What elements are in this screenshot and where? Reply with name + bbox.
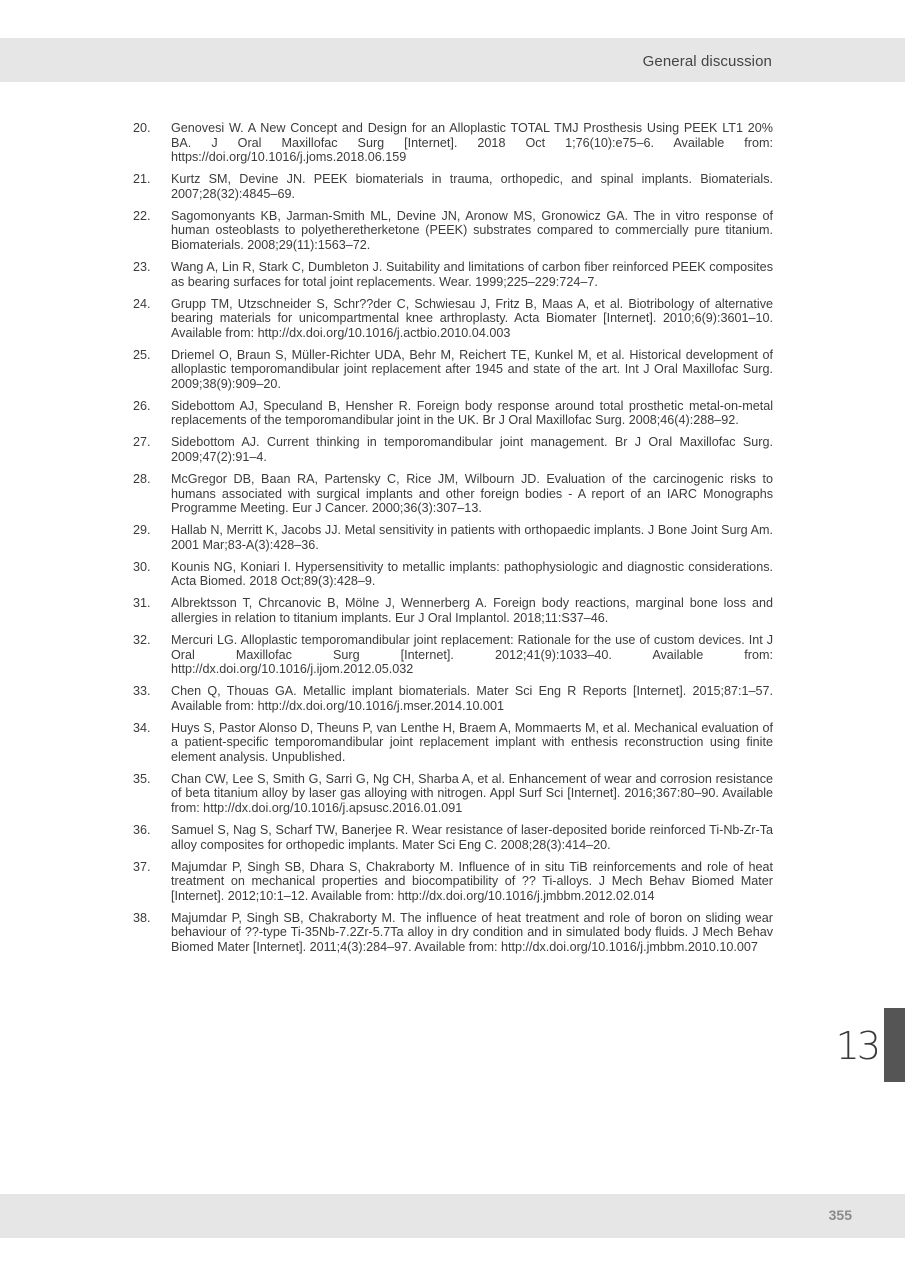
reference-number: 30. bbox=[133, 559, 151, 574]
reference-item bbox=[133, 435, 773, 464]
reference-text: McGregor DB, Baan RA, Partensky C, Rice JM, Wilbourn JD. Evaluation of the carcinogenic risks to humans associated with surgical implants and other foreign bodies - A report of an IARC Monographs Programme Meeting. Eur J Cancer. 2000;36(3):307–13. bbox=[171, 472, 773, 516]
reference-item bbox=[133, 633, 773, 677]
page-number: 355 bbox=[828, 1207, 852, 1223]
reference-text: Majumdar P, Singh SB, Dhara S, Chakraborty M. Influence of in situ TiB reinforcements and role of heat treatment on mechanical properties and biocompatibility of ?? Ti-alloys. J Mech Behav Biomed Mater [Internet]. 2012;10:1–12. Available from: http://dx.doi.org/10.1016/j.jmbbm.2012.02.014 bbox=[171, 859, 773, 903]
reference-item bbox=[133, 772, 773, 816]
reference-text: Kurtz SM, Devine JN. PEEK biomaterials in trauma, orthopedic, and spinal implants. Biomaterials. 2007;28(32):4845–69. bbox=[171, 172, 773, 201]
reference-number: 36. bbox=[133, 823, 151, 837]
reference-number: 33. bbox=[133, 684, 151, 699]
reference-text: Driemel O, Braun S, Müller-Richter UDA, Behr M, Reichert TE, Kunkel M, et al. Historical development of alloplastic temporomandibular joint replacement after 1945 and state of the art. Int J Oral Maxillofac Surg. 2009;38(9):909–20. bbox=[171, 347, 773, 391]
reference-text: Sagomonyants KB, Jarman-Smith ML, Devine JN, Aronow MS, Gronowicz GA. The in vitro response of human osteoblasts to polyetheretherketone (PEEK) substrates compared to commercially pure titanium. Biomaterials. 2008;29(11):1563–72. bbox=[171, 208, 773, 252]
reference-number: 21. bbox=[133, 172, 151, 187]
reference-item bbox=[133, 911, 773, 955]
reference-item bbox=[133, 260, 773, 289]
reference-number: 27. bbox=[133, 435, 151, 450]
reference-text: Majumdar P, Singh SB, Chakraborty M. The influence of heat treatment and role of boron on sliding wear behaviour of ??-type Ti-35Nb-7.2Zr-5.7Ta alloy in dry condition and in simulated body fluids. J Mech Behav Biomed Mater [Internet]. 2011;4(3):284–97. Available from: http://dx.doi.org/10.1016/j.jmbbm.2010.10.007 bbox=[171, 910, 773, 954]
reference-text: Sidebottom AJ. Current thinking in temporomandibular joint management. Br J Oral Maxillofac Surg. 2009;47(2):91–4. bbox=[171, 435, 773, 465]
reference-text: Mercuri LG. Alloplastic temporomandibular joint replacement: Rationale for the use of custom devices. Int J Oral Maxillofac Surg [Internet]. 2012;41(9):1033–40. Available from: http://dx.doi.org/10.1016/j.ijom.2012.05.032 bbox=[171, 632, 773, 677]
reference-list bbox=[133, 121, 773, 962]
reference-text: Albrektsson T, Chrcanovic B, Mölne J, Wennerberg A. Foreign body reactions, marginal bone loss and allergies in relation to titanium implants. Eur J Oral Implantol. 2018;11:S37–46. bbox=[171, 596, 773, 625]
reference-number: 23. bbox=[133, 259, 151, 274]
reference-text: Chen Q, Thouas GA. Metallic implant biomaterials. Mater Sci Eng R Reports [Internet]. 2015;87:1–57. Available from: http://dx.doi.org/10.1016/j.mser.2014.10.001 bbox=[171, 684, 773, 713]
reference-item bbox=[133, 560, 773, 589]
chapter-thumb-tab bbox=[884, 1008, 905, 1082]
reference-item bbox=[133, 523, 773, 552]
reference-text: Samuel S, Nag S, Scharf TW, Banerjee R. Wear resistance of laser-deposited boride reinforced Ti-Nb-Zr-Ta alloy composites for orthopedic implants. Mater Sci Eng C. 2008;28(3):414–20. bbox=[171, 823, 773, 852]
reference-item bbox=[133, 297, 773, 341]
running-header-title: General discussion bbox=[642, 53, 772, 70]
reference-item bbox=[133, 472, 773, 516]
reference-item bbox=[133, 823, 773, 852]
reference-number: 24. bbox=[133, 296, 151, 311]
reference-item bbox=[133, 721, 773, 765]
reference-text: Chan CW, Lee S, Smith G, Sarri G, Ng CH, Sharba A, et al. Enhancement of wear and corrosion resistance of beta titanium alloy by laser gas alloying with nitrogen. Appl Surf Sci [Internet]. 2016;367:80–90. Available from: http://dx.doi.org/10.1016/j.apsusc.2016.01.091 bbox=[171, 771, 773, 816]
reference-number: 20. bbox=[133, 121, 151, 135]
chapter-number: 13 bbox=[835, 1024, 878, 1068]
reference-text: Kounis NG, Koniari I. Hypersensitivity to metallic implants: pathophysiologic and diagnostic considerations. Acta Biomed. 2018 Oct;89(3):428–9. bbox=[171, 559, 773, 589]
reference-text: Wang A, Lin R, Stark C, Dumbleton J. Suitability and limitations of carbon fiber reinforced PEEK composites as bearing surfaces for total joint replacements. Wear. 1999;225–229:724–7. bbox=[171, 259, 773, 289]
reference-text: Grupp TM, Utzschneider S, Schr??der C, Schwiesau J, Fritz B, Maas A, et al. Biotribology of alternative bearing materials for unicompartmental knee arthroplasty. Acta Biomater [Internet]. 2010;6(9):3601–10. Available from: http://dx.doi.org/10.1016/j.actbio.2010.04.003 bbox=[171, 296, 773, 340]
reference-number: 37. bbox=[133, 859, 151, 874]
reference-text: Hallab N, Merritt K, Jacobs JJ. Metal sensitivity in patients with orthopaedic implants. J Bone Joint Surg Am. 2001 Mar;83-A(3):428–36. bbox=[171, 523, 773, 552]
reference-item bbox=[133, 209, 773, 253]
running-footer bbox=[0, 1194, 905, 1238]
reference-item bbox=[133, 399, 773, 428]
reference-number: 28. bbox=[133, 472, 151, 486]
reference-item bbox=[133, 684, 773, 713]
reference-number: 25. bbox=[133, 347, 151, 362]
reference-item bbox=[133, 121, 773, 165]
reference-number: 32. bbox=[133, 632, 151, 647]
reference-number: 26. bbox=[133, 398, 151, 413]
reference-number: 31. bbox=[133, 596, 151, 611]
reference-number: 29. bbox=[133, 523, 151, 538]
reference-item bbox=[133, 860, 773, 904]
reference-text: Huys S, Pastor Alonso D, Theuns P, van Lenthe H, Braem A, Mommaerts M, et al. Mechanical evaluation of a patient-specific temporomandibular joint replacement implant with enthesis reconstruction using finite element analysis. Unpublished. bbox=[171, 720, 773, 764]
reference-item bbox=[133, 172, 773, 201]
reference-item bbox=[133, 348, 773, 392]
reference-number: 34. bbox=[133, 720, 151, 735]
running-header bbox=[0, 38, 905, 82]
reference-number: 38. bbox=[133, 910, 151, 925]
reference-text: Genovesi W. A New Concept and Design for an Alloplastic TOTAL TMJ Prosthesis Using PEEK LT1 20% BA. J Oral Maxillofac Surg [Internet]. 2018 Oct 1;76(10):e75–6. Available from: https://doi.org/10.1016/j.joms.2018.06.159 bbox=[171, 121, 773, 165]
reference-number: 22. bbox=[133, 208, 151, 223]
reference-item bbox=[133, 596, 773, 625]
reference-number: 35. bbox=[133, 771, 151, 786]
reference-text: Sidebottom AJ, Speculand B, Hensher R. Foreign body response around total prosthetic metal-on-metal replacements of the temporomandibular joint in the UK. Br J Oral Maxillofac Surg. 2008;46(4):288–92. bbox=[171, 398, 773, 428]
